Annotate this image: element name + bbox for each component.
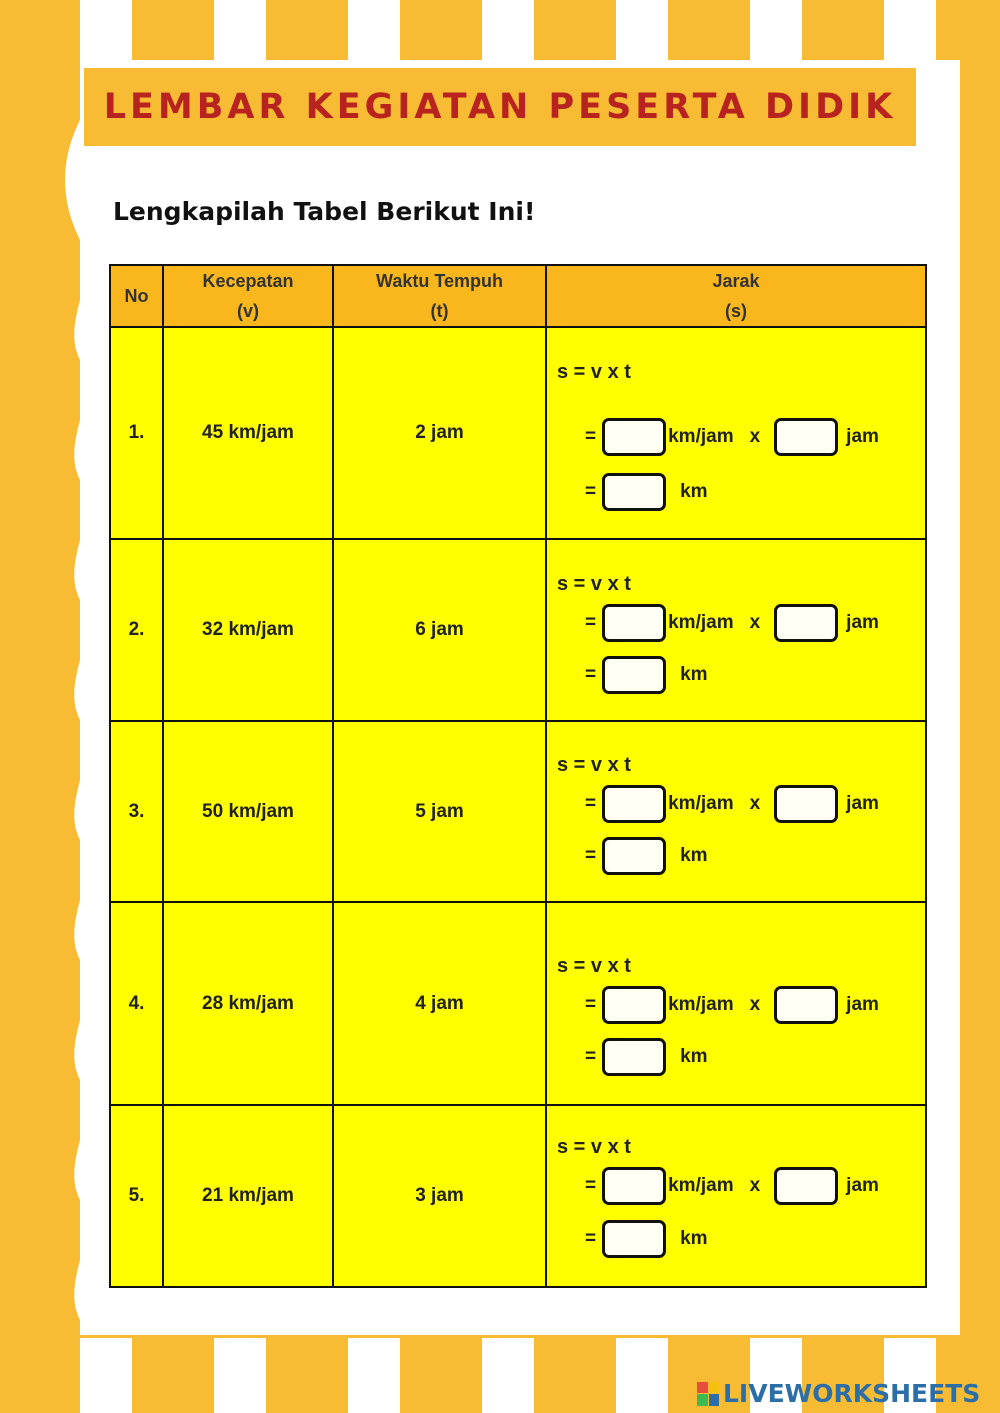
answer-box-distance[interactable] xyxy=(602,1038,666,1076)
equals-sign: = xyxy=(585,426,597,447)
distance-work-cell xyxy=(546,327,926,539)
time-value: 3 jam xyxy=(333,1105,546,1287)
times-sign: x xyxy=(749,612,761,633)
answer-box-time[interactable] xyxy=(774,785,838,823)
velocity-value: 21 km/jam xyxy=(163,1105,333,1287)
table-row xyxy=(110,539,926,721)
answer-box-velocity[interactable] xyxy=(602,785,666,823)
answer-box-time[interactable] xyxy=(774,604,838,642)
unit-jam: jam xyxy=(846,426,879,447)
formula-text: s = v x t xyxy=(557,573,631,595)
velocity-value: 32 km/jam xyxy=(163,539,333,721)
formula-result-line xyxy=(585,656,708,694)
answer-box-velocity[interactable] xyxy=(602,1167,666,1205)
answer-box-distance[interactable] xyxy=(602,473,666,511)
equals-sign: = xyxy=(585,612,597,633)
formula-text: s = v x t xyxy=(557,1136,631,1158)
unit-km: km xyxy=(680,1228,708,1249)
header-no: No xyxy=(110,265,163,327)
formula-result-line xyxy=(585,1220,708,1258)
liveworksheets-logo-icon xyxy=(697,1382,719,1406)
answer-box-time[interactable] xyxy=(774,418,838,456)
distance-work-cell xyxy=(546,902,926,1105)
velocity-value: 28 km/jam xyxy=(163,902,333,1105)
unit-km: km xyxy=(680,845,708,866)
formula-substitution-line xyxy=(585,604,879,642)
distance-work-cell xyxy=(546,721,926,902)
formula-text: s = v x t xyxy=(557,754,631,776)
equals-sign: = xyxy=(585,1228,597,1249)
title-banner xyxy=(84,68,916,146)
table-header-row xyxy=(110,265,926,327)
times-sign: x xyxy=(749,994,761,1015)
brand-name: LIVEWORKSHEETS xyxy=(723,1379,981,1408)
page-title: LEMBAR KEGIATAN PESERTA DIDIK xyxy=(103,87,897,127)
unit-jam: jam xyxy=(846,1175,879,1196)
answer-box-velocity[interactable] xyxy=(602,418,666,456)
table-row xyxy=(110,1105,926,1287)
unit-km: km xyxy=(680,481,708,502)
formula-substitution-line xyxy=(585,1167,879,1205)
formula-substitution-line xyxy=(585,785,879,823)
instruction-heading: Lengkapilah Tabel Berikut Ini! xyxy=(113,197,536,226)
formula-substitution-line xyxy=(585,986,879,1024)
answer-box-time[interactable] xyxy=(774,986,838,1024)
table-row xyxy=(110,902,926,1105)
formula-text: s = v x t xyxy=(557,955,631,977)
unit-jam: jam xyxy=(846,612,879,633)
unit-kmjam: km/jam xyxy=(668,793,734,814)
answer-box-velocity[interactable] xyxy=(602,986,666,1024)
time-value: 4 jam xyxy=(333,902,546,1105)
times-sign: x xyxy=(749,426,761,447)
answer-box-velocity[interactable] xyxy=(602,604,666,642)
unit-kmjam: km/jam xyxy=(668,612,734,633)
table-row xyxy=(110,327,926,539)
equals-sign: = xyxy=(585,664,597,685)
row-number: 2. xyxy=(110,539,163,721)
header-jarak: Jarak (s) xyxy=(546,265,926,327)
row-number: 4. xyxy=(110,902,163,1105)
wavy-paper-edge xyxy=(60,120,100,1320)
row-number: 1. xyxy=(110,327,163,539)
velocity-value: 45 km/jam xyxy=(163,327,333,539)
answer-box-distance[interactable] xyxy=(602,1220,666,1258)
unit-km: km xyxy=(680,1046,708,1067)
equals-sign: = xyxy=(585,994,597,1015)
time-value: 6 jam xyxy=(333,539,546,721)
time-value: 2 jam xyxy=(333,327,546,539)
time-value: 5 jam xyxy=(333,721,546,902)
formula-result-line xyxy=(585,837,708,875)
equals-sign: = xyxy=(585,845,597,866)
unit-jam: jam xyxy=(846,793,879,814)
unit-kmjam: km/jam xyxy=(668,426,734,447)
liveworksheets-logo[interactable] xyxy=(697,1379,980,1408)
formula-text: s = v x t xyxy=(557,361,631,383)
answer-box-distance[interactable] xyxy=(602,656,666,694)
table-row xyxy=(110,721,926,902)
formula-substitution-line xyxy=(585,418,879,456)
row-number: 5. xyxy=(110,1105,163,1287)
distance-work-cell xyxy=(546,1105,926,1287)
row-number: 3. xyxy=(110,721,163,902)
header-kecepatan: Kecepatan (v) xyxy=(163,265,333,327)
unit-km: km xyxy=(680,664,708,685)
times-sign: x xyxy=(749,1175,761,1196)
answer-box-time[interactable] xyxy=(774,1167,838,1205)
unit-kmjam: km/jam xyxy=(668,994,734,1015)
formula-result-line xyxy=(585,1038,708,1076)
velocity-value: 50 km/jam xyxy=(163,721,333,902)
formula-result-line xyxy=(585,473,708,511)
unit-kmjam: km/jam xyxy=(668,1175,734,1196)
answer-box-distance[interactable] xyxy=(602,837,666,875)
equals-sign: = xyxy=(585,1175,597,1196)
worksheet-table xyxy=(109,264,927,1288)
header-waktu-tempuh: Waktu Tempuh (t) xyxy=(333,265,546,327)
distance-work-cell xyxy=(546,539,926,721)
unit-jam: jam xyxy=(846,994,879,1015)
equals-sign: = xyxy=(585,1046,597,1067)
equals-sign: = xyxy=(585,481,597,502)
times-sign: x xyxy=(749,793,761,814)
equals-sign: = xyxy=(585,793,597,814)
